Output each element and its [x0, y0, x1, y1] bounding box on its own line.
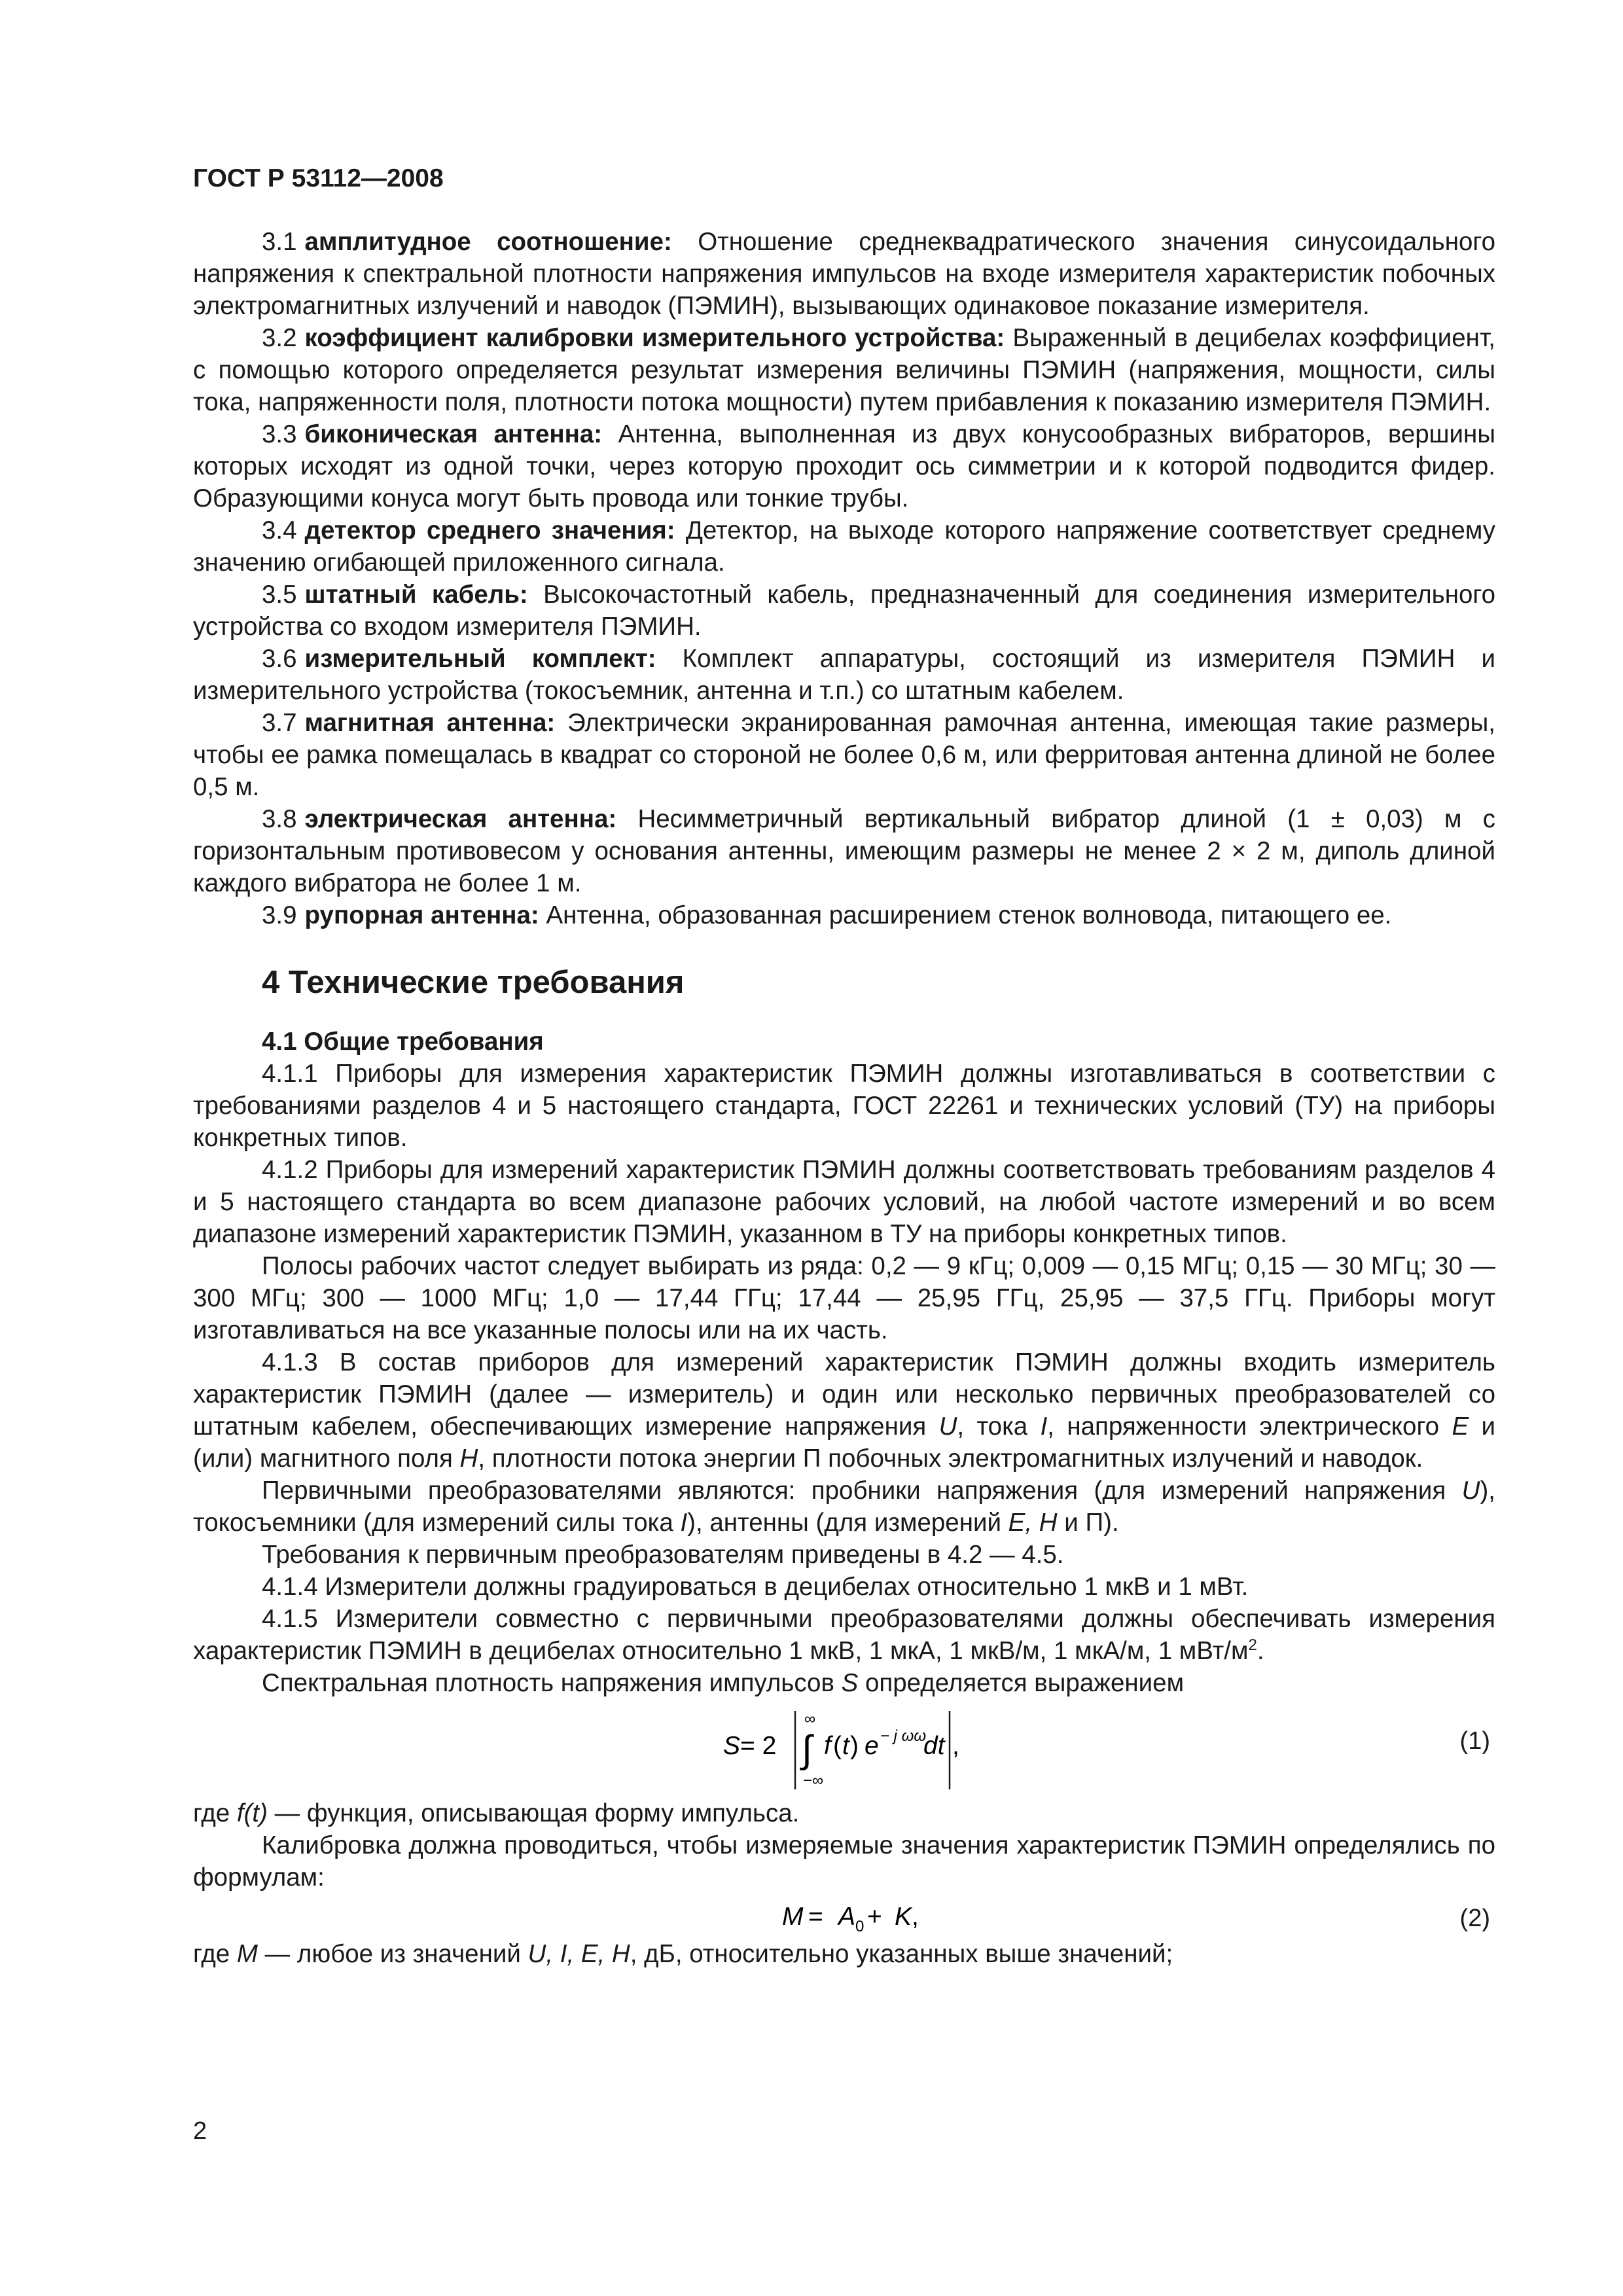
definition-number: 3.5	[262, 581, 297, 609]
definition-number: 3.9	[262, 901, 297, 929]
text-run: где	[193, 1940, 237, 1968]
variable: E, H	[1008, 1509, 1058, 1537]
text-run: 4.1.5 Измерители совместно с первичными преобразователями должны обеспечивать измерения характеристик ПЭМИН в децибелах относительно 1 мкВ, 1 мкА, 1 мкВ/м, 1 мкА/м, 1 мВт/м	[193, 1605, 1495, 1665]
text-run: определяется выражением	[858, 1669, 1185, 1697]
definition-text: Антенна, выполненная из двух конусообразных вибраторов, вершины которых исходят из одной точки, через которую проходит ось симметрии и к которой подводится фидер. Образующими конуса могут быть провода или тонкие трубы.	[193, 420, 1495, 512]
variable: H	[459, 1444, 478, 1473]
paragraph-spectral-density	[193, 1667, 1495, 1699]
definition-term: электрическая антенна:	[304, 805, 617, 833]
paragraph-frequency-bands: Полосы рабочих частот следует выбирать из ряда: 0,2 — 9 кГц; 0,009 — 0,15 МГц; 0,15 — 30 МГц; 30 — 300 МГц; 300 — 1000 МГц; 1,0 — 17,44 ГГц; 17,44 — 25,95 ГГц, 25,95 — 37,5 ГГц. Приборы могут изготавливаться на все указанные полосы или на их часть.	[193, 1252, 1495, 1344]
where-f-t	[193, 1797, 1495, 1829]
variable: f(t)	[236, 1799, 268, 1827]
definition-3-9	[193, 899, 1495, 931]
definition-number: 3.7	[262, 709, 297, 737]
document-code: ГОСТ Р 53112—2008	[193, 164, 444, 192]
text-run: где	[193, 1799, 237, 1827]
svg-text:−∞: −∞	[803, 1772, 824, 1789]
definition-term: магнитная антенна:	[304, 709, 556, 737]
svg-text:t: t	[842, 1732, 849, 1760]
definitions-list	[193, 226, 1495, 931]
definition-text: Антенна, образованная расширением стенок волновода, питающего ее.	[546, 901, 1392, 929]
variable: U	[938, 1412, 957, 1441]
paragraph-4-1-4: 4.1.4 Измерители должны градуироваться в децибелах относительно 1 мкВ и 1 мВт.	[262, 1573, 1249, 1601]
text-run: и (или) магнитного поля	[193, 1412, 1496, 1473]
definition-3-4	[193, 514, 1495, 579]
definition-term: биконическая антенна:	[304, 420, 603, 448]
definition-term: амплитудное соотношение:	[304, 228, 672, 256]
page-number: 2	[193, 2117, 207, 2145]
where-m	[193, 1938, 1495, 1970]
text-run: ), токосъемники (для измерений силы тока	[193, 1477, 1495, 1537]
definition-3-7	[193, 707, 1495, 803]
definition-3-5	[193, 579, 1495, 643]
svg-text:S: S	[723, 1732, 741, 1760]
svg-text:,: ,	[952, 1732, 959, 1760]
variable: U	[1461, 1477, 1480, 1505]
definition-3-2	[193, 322, 1495, 418]
paragraph-calibration: Калибровка должна проводиться, чтобы измеряемые значения характеристик ПЭМИН определялись по формулам:	[193, 1831, 1495, 1892]
text-run: .	[1257, 1637, 1264, 1665]
definition-3-6	[193, 643, 1495, 707]
formula-1-graphic	[723, 1699, 1116, 1797]
document-page	[193, 0, 1495, 2296]
definition-term: рупорная антенна:	[304, 901, 539, 929]
definition-text: Отношение среднеквадратического значения синусоидального напряжения к спектральной плотности напряжения импульсов на входе измерителя характеристик побочных электромагнитных излучений и наводок (ПЭМИН), вызывающих одинаковое показание измерителя.	[193, 228, 1495, 320]
paragraph-4-1-3	[193, 1346, 1495, 1475]
definition-term: измерительный комплект:	[304, 645, 656, 673]
text-run: , дБ, относительно указанных выше значений;	[630, 1940, 1173, 1968]
definition-3-8	[193, 803, 1495, 899]
svg-text:=: =	[808, 1903, 823, 1931]
definition-text: Электрически экранированная рамочная антенна, имеющая такие размеры, чтобы ее рамка помещалась в квадрат со стороной не более 0,6 м, или ферритовая антенна длиной не более 0,5 м.	[193, 709, 1495, 801]
svg-text:− j ωω: − j ωω	[880, 1727, 927, 1745]
formula-2	[193, 1893, 1495, 1938]
svg-text:∫: ∫	[802, 1728, 812, 1770]
definition-text: Высокочастотный кабель, предназначенный для соединения измерительного устройства со входом измерителя ПЭМИН.	[193, 581, 1495, 641]
text-run: 4.1.3 В состав приборов для измерений характеристик ПЭМИН должны входить измеритель характеристик ПЭМИН (далее — измеритель) и один или несколько первичных преобразователей со штатным кабелем, обеспечивающих измерение напряжения	[193, 1348, 1495, 1441]
variable: I	[1040, 1412, 1048, 1441]
paragraph-4-1-2: 4.1.2 Приборы для измерений характеристик ПЭМИН должны соответствовать требованиям разделов 4 и 5 настоящего стандарта во всем диапазоне рабочих условий, на любой частоте измерений и во всем диапазоне измерений характеристик ПЭМИН, указанном в ТУ на приборы конкретных типов.	[193, 1156, 1495, 1248]
definition-number: 3.1	[262, 228, 297, 256]
svg-text:): )	[850, 1732, 859, 1760]
variable: E	[1452, 1412, 1469, 1441]
paragraph-primary-converters	[193, 1475, 1495, 1539]
svg-text:K: K	[895, 1903, 912, 1931]
variable: U, I, E, H	[527, 1940, 630, 1968]
text-run: ), антенны (для измерений	[687, 1509, 1008, 1537]
svg-text:e: e	[865, 1732, 879, 1760]
svg-text:A: A	[838, 1903, 856, 1931]
text-run: , напряженности электрического	[1047, 1412, 1452, 1441]
definition-number: 3.4	[262, 516, 297, 545]
text-run: Первичными преобразователями являются: пробники напряжения (для измерений напряжения	[262, 1477, 1462, 1505]
variable: I	[680, 1509, 688, 1537]
svg-text:M: M	[782, 1903, 804, 1931]
svg-text:f: f	[824, 1732, 831, 1760]
definition-3-3	[193, 418, 1495, 514]
section-heading: 4 Технические требования	[262, 965, 685, 1000]
definition-term: штатный кабель:	[304, 581, 528, 609]
svg-text:dt: dt	[923, 1732, 945, 1760]
variable: S	[841, 1669, 859, 1697]
definition-text: Детектор, на выходе которого напряжение соответствует среднему значению огибающей приложенного сигнала.	[193, 516, 1495, 577]
text-run: , плотности потока энергии П побочных электромагнитных излучений и наводок.	[478, 1444, 1423, 1473]
svg-text:∞: ∞	[804, 1710, 816, 1728]
paragraph-4-1-5	[193, 1603, 1495, 1667]
text-run: — функция, описывающая форму импульса.	[267, 1799, 800, 1827]
svg-text:,: ,	[912, 1903, 919, 1931]
text-run: и П).	[1057, 1509, 1119, 1537]
text-run: , тока	[957, 1412, 1041, 1441]
equation-number: (2)	[1459, 1905, 1490, 1932]
definition-text: Выраженный в децибелах коэффициент, с помощью которого определяется результат измерения величины ПЭМИН (напряжения, мощности, силы тока, напряженности поля, плотности потока мощности) путем прибавления к показанию измерителя ПЭМИН.	[193, 324, 1496, 416]
paragraph-requirements-ref: Требования к первичным преобразователям приведены в 4.2 — 4.5.	[262, 1541, 1064, 1569]
formula-2-graphic	[782, 1893, 1044, 1938]
definition-term: детектор среднего значения:	[304, 516, 675, 545]
subsection-heading: 4.1 Общие требования	[262, 1028, 544, 1056]
definition-number: 3.6	[262, 645, 297, 673]
definition-text: Несимметричный вертикальный вибратор длиной (1 ± 0,03) м с горизонтальным противовесом у основания антенны, имеющим размеры не менее 2 × 2 м, диполь длиной каждого вибратора не более 1 м.	[193, 805, 1495, 897]
text-run: Спектральная плотность напряжения импульсов	[262, 1669, 842, 1697]
formula-1	[193, 1699, 1495, 1797]
variable: M	[236, 1940, 258, 1968]
svg-text:(: (	[833, 1732, 842, 1760]
definition-text: Комплект аппаратуры, состоящий из измерителя ПЭМИН и измерительного устройства (токосъемник, антенна и т.п.) со штатным кабелем.	[193, 645, 1496, 705]
definition-number: 3.8	[262, 805, 297, 833]
definition-number: 3.3	[262, 420, 297, 448]
definition-term: коэффициент калибровки измерительного устройства:	[304, 324, 1005, 352]
document-body	[193, 226, 1495, 1970]
paragraph-4-1-1: 4.1.1 Приборы для измерения характеристик ПЭМИН должны изготавливаться в соответствии с требованиями разделов 4 и 5 настоящего стандарта, ГОСТ 22261 и технических условий (ТУ) на приборы конкретных типов.	[193, 1060, 1495, 1152]
definition-3-1	[193, 226, 1495, 322]
definition-number: 3.2	[262, 324, 297, 352]
superscript: 2	[1248, 1636, 1257, 1655]
text-run: — любое из значений	[257, 1940, 528, 1968]
equation-number: (1)	[1459, 1727, 1490, 1755]
svg-text:+: +	[867, 1903, 882, 1931]
svg-text:0: 0	[855, 1918, 865, 1935]
svg-text:= 2: = 2	[740, 1732, 777, 1760]
